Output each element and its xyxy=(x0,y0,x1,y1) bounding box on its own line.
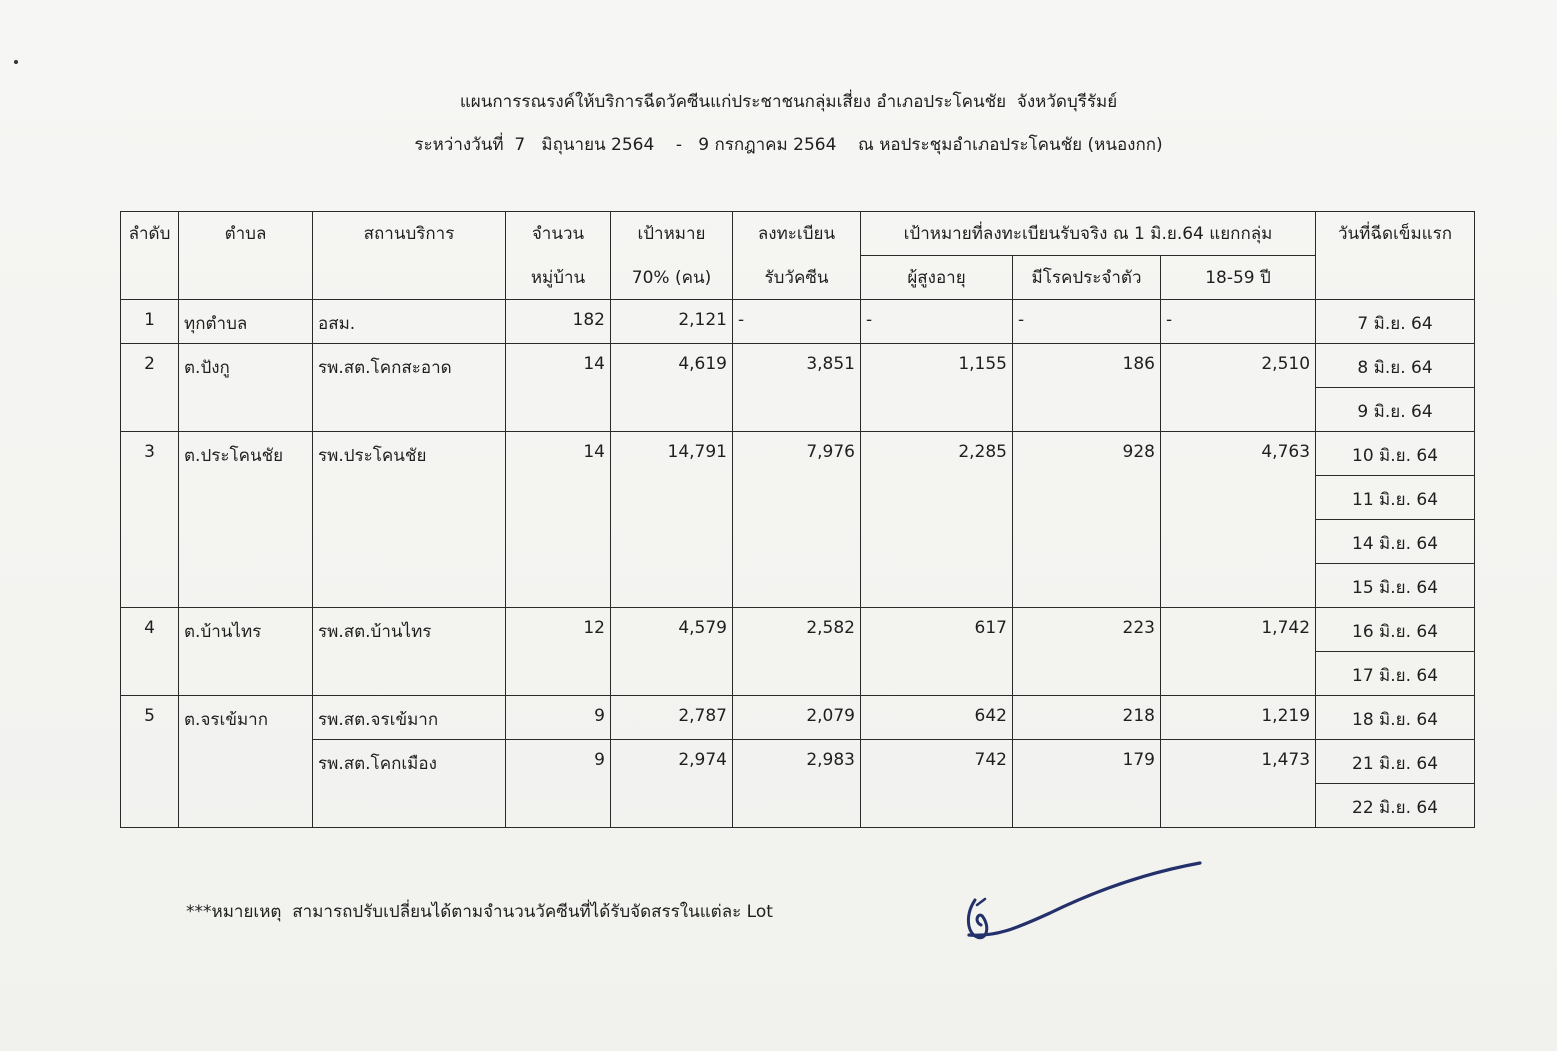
cell-order: 1 xyxy=(121,300,179,344)
cell-registered: 2,983 xyxy=(733,740,861,828)
header-elderly: ผู้สูงอายุ xyxy=(861,256,1013,300)
cell-age: 1,219 xyxy=(1161,696,1316,740)
cell-villages: 14 xyxy=(506,432,611,608)
cell-elderly: 1,155 xyxy=(861,344,1013,432)
cell-elderly: 617 xyxy=(861,608,1013,696)
cell-date: 14 มิ.ย. 64 xyxy=(1316,520,1475,564)
cell-order: 4 xyxy=(121,608,179,696)
cell-subdistrict: ต.ปังกู xyxy=(179,344,313,432)
cell-subdistrict: ต.จรเข้มาก xyxy=(179,696,313,828)
cell-chronic: - xyxy=(1013,300,1161,344)
cell-villages: 9 xyxy=(506,740,611,828)
cell-villages: 9 xyxy=(506,696,611,740)
cell-date: 8 มิ.ย. 64 xyxy=(1316,344,1475,388)
table-row xyxy=(121,300,1475,344)
cell-target: 4,579 xyxy=(611,608,733,696)
cell-order: 2 xyxy=(121,344,179,432)
cell-elderly: 742 xyxy=(861,740,1013,828)
cell-date: 18 มิ.ย. 64 xyxy=(1316,696,1475,740)
handwritten-signature xyxy=(955,855,1215,955)
cell-date: 16 มิ.ย. 64 xyxy=(1316,608,1475,652)
cell-villages: 182 xyxy=(506,300,611,344)
cell-chronic: 186 xyxy=(1013,344,1161,432)
cell-age: 1,742 xyxy=(1161,608,1316,696)
header-order: ลำดับ xyxy=(121,212,179,256)
cell-villages: 12 xyxy=(506,608,611,696)
header-row-1 xyxy=(121,212,1475,256)
header-first-dose: วันที่ฉีดเข็มแรก xyxy=(1316,212,1475,256)
cell-age: 1,473 xyxy=(1161,740,1316,828)
paper-speck xyxy=(14,60,18,64)
cell-date: 15 มิ.ย. 64 xyxy=(1316,564,1475,608)
cell-age: - xyxy=(1161,300,1316,344)
header-villages: จำนวน xyxy=(506,212,611,256)
cell-elderly: 642 xyxy=(861,696,1013,740)
header-order-cont xyxy=(121,256,179,300)
cell-order: 3 xyxy=(121,432,179,608)
header-villages-2: หมู่บ้าน xyxy=(506,256,611,300)
table-row xyxy=(121,344,1475,388)
cell-chronic: 179 xyxy=(1013,740,1161,828)
cell-facility: รพ.สต.จรเข้มาก xyxy=(313,696,506,740)
table-row xyxy=(121,740,1475,784)
cell-registered: 2,079 xyxy=(733,696,861,740)
cell-registered: 7,976 xyxy=(733,432,861,608)
header-target-2: 70% (คน) xyxy=(611,256,733,300)
cell-target: 2,974 xyxy=(611,740,733,828)
cell-date: 17 มิ.ย. 64 xyxy=(1316,652,1475,696)
table-row xyxy=(121,432,1475,476)
cell-registered: - xyxy=(733,300,861,344)
header-target: เป้าหมาย xyxy=(611,212,733,256)
cell-elderly: 2,285 xyxy=(861,432,1013,608)
vaccination-plan-table xyxy=(120,211,1475,828)
cell-subdistrict: ทุกตำบล xyxy=(179,300,313,344)
cell-target: 4,619 xyxy=(611,344,733,432)
cell-subdistrict: ต.บ้านไทร xyxy=(179,608,313,696)
header-row-2 xyxy=(121,256,1475,300)
cell-villages: 14 xyxy=(506,344,611,432)
cell-registered: 2,582 xyxy=(733,608,861,696)
table-row xyxy=(121,608,1475,652)
header-first-dose-cont xyxy=(1316,256,1475,300)
cell-age: 2,510 xyxy=(1161,344,1316,432)
header-registered-2: รับวัคซีน xyxy=(733,256,861,300)
cell-chronic: 218 xyxy=(1013,696,1161,740)
cell-facility: รพ.สต.บ้านไทร xyxy=(313,608,506,696)
cell-target: 2,121 xyxy=(611,300,733,344)
cell-chronic: 223 xyxy=(1013,608,1161,696)
cell-chronic: 928 xyxy=(1013,432,1161,608)
footnote: ***หมายเหตุ สามารถปรับเปลี่ยนได้ตามจำนวนวัคซีนที่ได้รับจัดสรรในแต่ละ Lot xyxy=(186,902,773,922)
cell-date: 11 มิ.ย. 64 xyxy=(1316,476,1475,520)
cell-date: 10 มิ.ย. 64 xyxy=(1316,432,1475,476)
cell-date: 9 มิ.ย. 64 xyxy=(1316,388,1475,432)
cell-elderly: - xyxy=(861,300,1013,344)
cell-registered: 3,851 xyxy=(733,344,861,432)
cell-target: 14,791 xyxy=(611,432,733,608)
document-title: แผนการรณรงค์ให้บริการฉีดวัคซีนแก่ประชาชนกลุ่มเสี่ยง อำเภอประโคนชัย จังหวัดบุรีรัมย์ xyxy=(459,92,1118,112)
cell-age: 4,763 xyxy=(1161,432,1316,608)
header-age: 18-59 ปี xyxy=(1161,256,1316,300)
header-registered: ลงทะเบียน xyxy=(733,212,861,256)
cell-order: 5 xyxy=(121,696,179,828)
cell-target: 2,787 xyxy=(611,696,733,740)
cell-date: 21 มิ.ย. 64 xyxy=(1316,740,1475,784)
cell-date: 22 มิ.ย. 64 xyxy=(1316,784,1475,828)
header-facility-cont xyxy=(313,256,506,300)
cell-date: 7 มิ.ย. 64 xyxy=(1316,300,1475,344)
cell-facility: รพ.สต.โคกเมือง xyxy=(313,740,506,828)
header-chronic: มีโรคประจำตัว xyxy=(1013,256,1161,300)
cell-subdistrict: ต.ประโคนชัย xyxy=(179,432,313,608)
table-row xyxy=(121,696,1475,740)
header-facility: สถานบริการ xyxy=(313,212,506,256)
cell-facility: รพ.ประโคนชัย xyxy=(313,432,506,608)
document-subtitle: ระหว่างวันที่ 7 มิถุนายน 2564 - 9 กรกฎาคม 2564 ณ หอประชุมอำเภอประโคนชัย (หนองกก) xyxy=(414,135,1163,155)
header-subdistrict: ตำบล xyxy=(179,212,313,256)
header-group: เป้าหมายที่ลงทะเบียนรับจริง ณ 1 มิ.ย.64 แยกกลุ่ม xyxy=(861,212,1316,256)
header-subdistrict-cont xyxy=(179,256,313,300)
cell-facility: อสม. xyxy=(313,300,506,344)
cell-facility: รพ.สต.โคกสะอาด xyxy=(313,344,506,432)
